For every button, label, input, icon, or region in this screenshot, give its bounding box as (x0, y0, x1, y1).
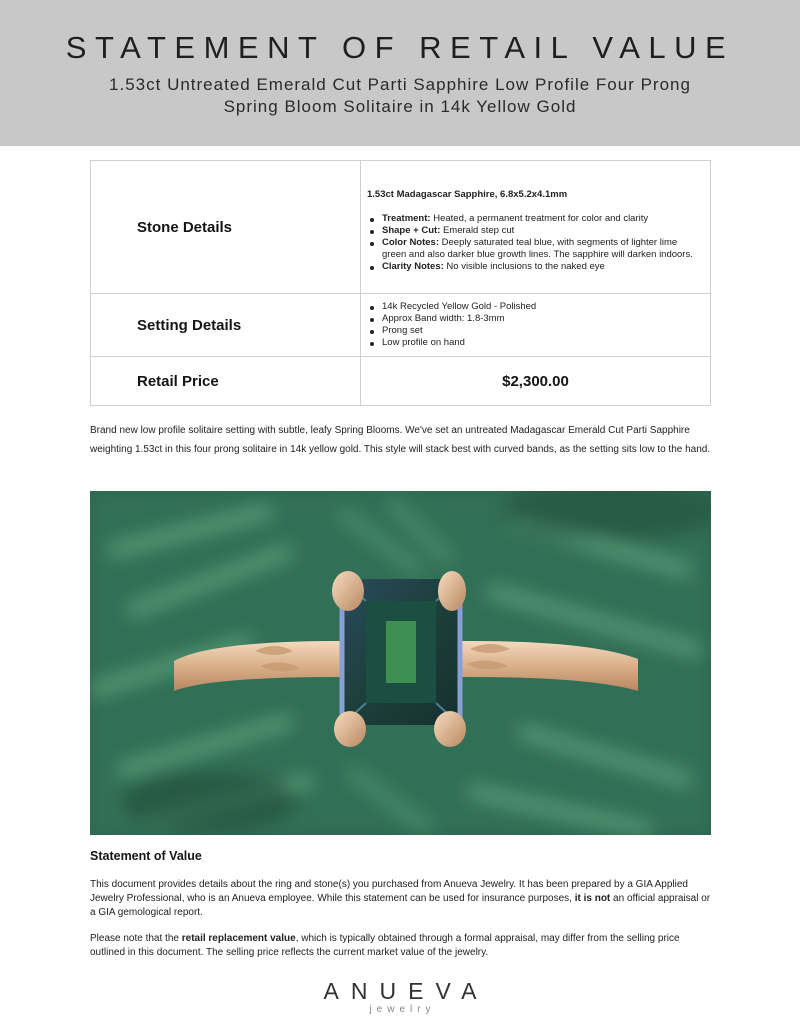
retail-price-row (91, 357, 711, 406)
subtitle-line-2: Spring Bloom Solitaire in 14k Yellow Gold (223, 97, 577, 116)
stone-details-label: Stone Details (91, 161, 361, 294)
statement-paragraph-1: This document provides details about the ring and stone(s) you purchased from Anueva Jewelry. It has been prepared by a GIA Applied Jewelry Professional, who is an Anueva employee. While this statement can be used for insurance purposes, it is not an official appraisal or a GIA gemological report. (90, 879, 711, 918)
stone-details-row (91, 161, 711, 294)
list-item: Prong set (367, 325, 700, 337)
anueva-logo-subtext: jewelry (369, 1004, 436, 1015)
retail-price-value: $2,300.00 (361, 357, 711, 406)
ring-illustration (90, 491, 711, 835)
setting-details-row (91, 294, 711, 357)
setting-details-list (367, 301, 700, 349)
retail-price-label: Retail Price (91, 357, 361, 406)
setting-details-label: Setting Details (91, 294, 361, 357)
setting-details-value (361, 294, 711, 357)
list-item: Approx Band width: 1.8-3mm (367, 313, 700, 325)
list-item: Clarity Notes: No visible inclusions to the naked eye (367, 261, 700, 273)
document-title: STATEMENT OF RETAIL VALUE (65, 30, 735, 65)
list-item: Color Notes: Deeply saturated teal blue, with segments of lighter lime green and also darker blue growth lines. The sapphire will darken indoors. (367, 237, 700, 261)
statement-paragraph-2: Please note that the retail replacement value, which is typically obtained through a formal appraisal, may differ from the selling price outlined in this document. The selling price reflects the current market value of the jewelry. (90, 933, 680, 958)
ring-photo (90, 491, 711, 835)
subtitle-line-1: 1.53ct Untreated Emerald Cut Parti Sapphire Low Profile Four Prong (109, 75, 691, 94)
stone-details-value (361, 161, 711, 294)
list-item: Shape + Cut: Emerald step cut (367, 225, 700, 237)
document-subtitle (60, 74, 740, 118)
list-item: Treatment: Heated, a permanent treatment for color and clarity (367, 213, 700, 225)
product-description: Brand new low profile solitaire setting with subtle, leafy Spring Blooms. We've set an untreated Madagascar Emerald Cut Parti Sapphire weighting 1.53ct in this four prong solitaire in 14k yellow gold. This style will stack best with curved bands, as the setting sits low to the hand. (90, 425, 711, 455)
stone-title: 1.53ct Madagascar Sapphire, 6.8x5.2x4.1mm (367, 189, 568, 200)
header-banner (0, 0, 800, 146)
list-item: Low profile on hand (367, 337, 700, 349)
list-item: 14k Recycled Yellow Gold - Polished (367, 301, 700, 313)
anueva-logo: ANUEVA (323, 978, 489, 1004)
stone-details-list (367, 213, 700, 273)
statement-of-value-heading: Statement of Value (90, 849, 202, 863)
details-table (90, 160, 711, 406)
